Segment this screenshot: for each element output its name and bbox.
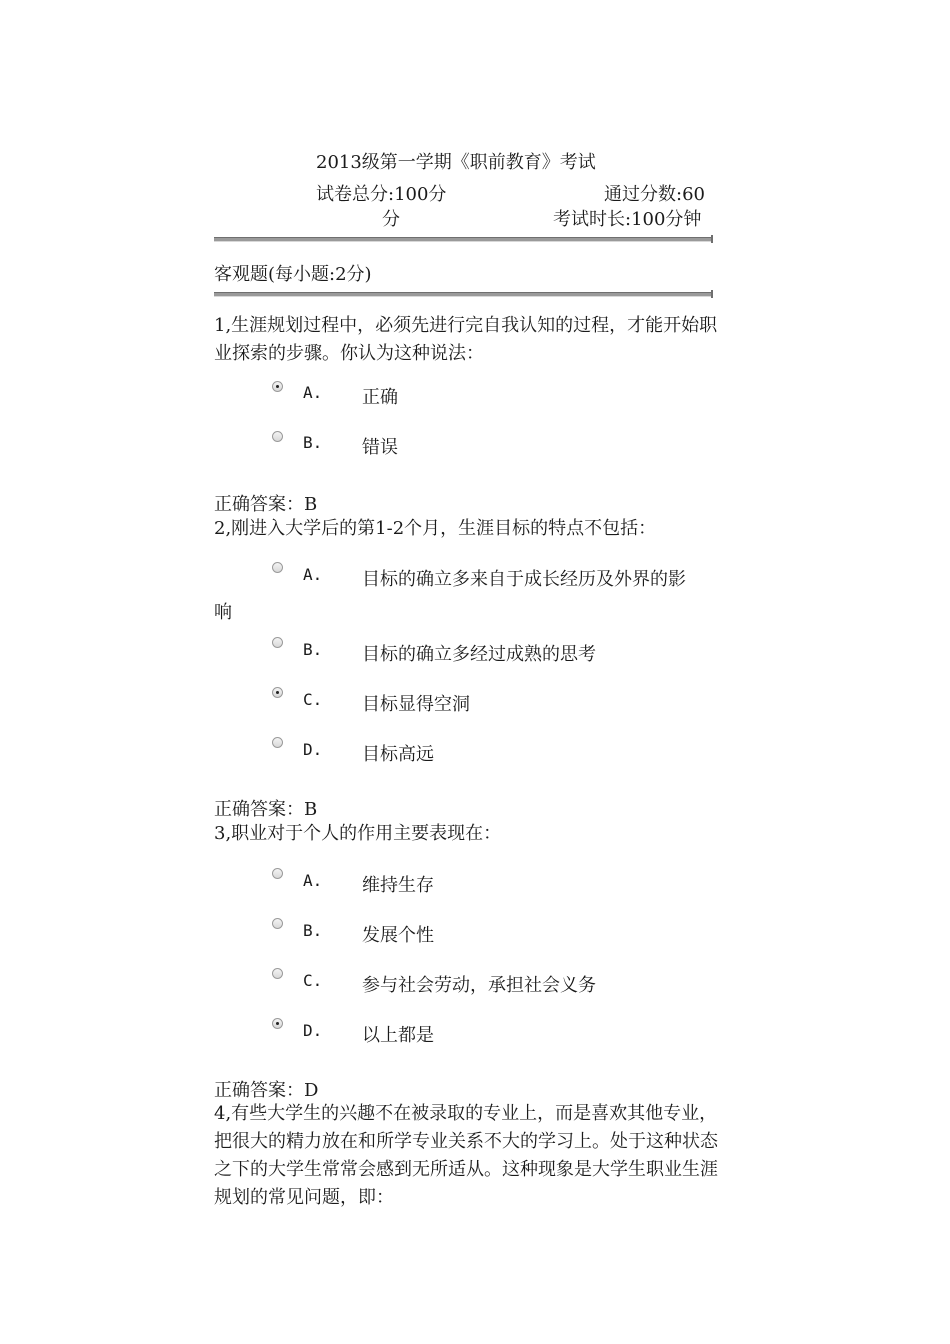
pass-score: 通过分数:60	[604, 184, 705, 205]
option-text: 错误	[362, 437, 398, 458]
radio-q3-c[interactable]	[272, 968, 283, 979]
radio-q3-b[interactable]	[272, 918, 283, 929]
correct-answer-q2: 正确答案：B	[214, 799, 318, 820]
correct-answer-q3: 正确答案：D	[214, 1080, 319, 1101]
option-letter: C.	[303, 971, 323, 990]
total-score-unit: 分	[382, 209, 400, 230]
radio-q2-a[interactable]	[272, 562, 283, 573]
question-3-text: 3,职业对于个人的作用主要表现在：	[214, 823, 502, 844]
option-letter: A.	[303, 565, 323, 584]
option-letter: B.	[303, 433, 323, 452]
radio-q3-a[interactable]	[272, 868, 283, 879]
question-4-text: 4,有些大学生的兴趣不在被录取的专业上，而是喜欢其他专业，把很大的精力放在和所学专业关系不大的学习上。处于这种状态之下的大学生常常会感到无所适从。这种现象是大学生职业生涯规划的常见问题，即：	[214, 1103, 718, 1208]
question-2-text: 2,刚进入大学后的第1-2个月，生涯目标的特点不包括：	[214, 518, 657, 539]
radio-q1-b[interactable]	[272, 431, 283, 442]
divider	[214, 237, 712, 242]
option-text: 目标的确立多来自于成长经历及外界的影	[362, 569, 686, 590]
option-letter: C.	[303, 690, 323, 709]
radio-q3-d[interactable]	[272, 1018, 283, 1029]
option-text: 发展个性	[362, 925, 434, 946]
option-letter: B.	[303, 640, 323, 659]
radio-q1-a[interactable]	[272, 381, 283, 392]
section-title: 客观题(每小题:2分)	[214, 264, 372, 285]
total-score: 试卷总分:100分	[316, 184, 447, 205]
divider	[214, 292, 712, 297]
option-letter: A.	[303, 383, 323, 402]
radio-q2-c[interactable]	[272, 687, 283, 698]
option-text: 维持生存	[362, 875, 434, 896]
question-1-text: 1,生涯规划过程中，必须先进行完自我认知的过程，才能开始职业探索的步骤。你认为这种说法：	[214, 315, 718, 364]
radio-q2-d[interactable]	[272, 737, 283, 748]
exam-title: 2013级第一学期《职前教育》考试	[316, 152, 596, 173]
option-text: 以上都是	[362, 1025, 434, 1046]
option-text: 目标高远	[362, 744, 434, 765]
option-text-wrap: 响	[214, 602, 232, 623]
option-text: 目标的确立多经过成熟的思考	[362, 644, 596, 665]
radio-q2-b[interactable]	[272, 637, 283, 648]
option-text: 参与社会劳动，承担社会义务	[362, 975, 596, 996]
option-letter: D.	[303, 740, 323, 759]
option-letter: A.	[303, 871, 323, 890]
option-letter: D.	[303, 1021, 323, 1040]
correct-answer-q1: 正确答案：B	[214, 494, 318, 515]
option-text: 目标显得空洞	[362, 694, 470, 715]
exam-duration: 考试时长:100分钟	[553, 209, 702, 230]
option-text: 正确	[362, 387, 398, 408]
option-letter: B.	[303, 921, 323, 940]
